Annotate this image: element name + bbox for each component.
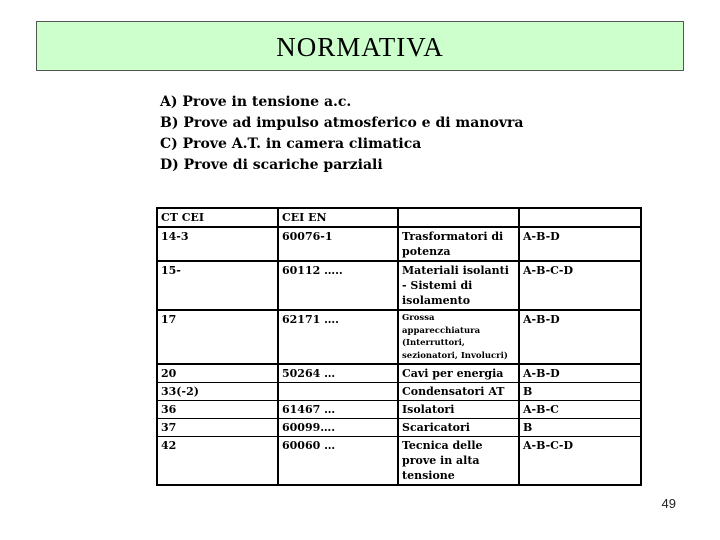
cell-cei-en: 61467 …: [278, 401, 398, 419]
cell-description: Materiali isolanti - Sistemi di isolamento: [398, 261, 519, 310]
page-number: 49: [661, 496, 676, 511]
cell-description: Cavi per energia: [398, 364, 519, 383]
cell-description: Grossa apparecchiatura (Interruttori, sezionatori, Involucri): [398, 310, 519, 364]
test-type-item: B) Prove ad impulso atmosferico e di manovra: [160, 115, 524, 131]
table-row: [157, 419, 641, 437]
test-type-list: [160, 92, 523, 176]
cell-ct-cei: 14-3: [157, 227, 278, 261]
cell-cei-en: 60076-1: [278, 227, 398, 261]
table-row: [157, 227, 641, 261]
cell-ct-cei: 42: [157, 437, 278, 486]
table-row: [157, 310, 641, 364]
header-description: [398, 208, 519, 227]
table-header-row: [157, 208, 641, 227]
header-cei-en: CEI EN: [278, 208, 398, 227]
cell-description: Trasformatori di potenza: [398, 227, 519, 261]
cell-ct-cei: 17: [157, 310, 278, 364]
cell-tests: A-B-C-D: [519, 261, 641, 310]
cell-ct-cei: 20: [157, 364, 278, 383]
cell-description: Isolatori: [398, 401, 519, 419]
cell-tests: A-B-C-D: [519, 437, 641, 486]
cell-tests: A-B-D: [519, 310, 641, 364]
cell-ct-cei: 37: [157, 419, 278, 437]
table-row: [157, 383, 641, 401]
slide-title: NORMATIVA: [276, 32, 444, 62]
header-ct-cei: CT CEI: [157, 208, 278, 227]
cell-ct-cei: 33(-2): [157, 383, 278, 401]
test-type-item: D) Prove di scariche parziali: [160, 157, 383, 173]
cell-ct-cei: 15-: [157, 261, 278, 310]
cell-ct-cei: 36: [157, 401, 278, 419]
cell-cei-en: 60112 …..: [278, 261, 398, 310]
standards-table: [156, 207, 642, 486]
cell-description: Scaricatori: [398, 419, 519, 437]
cell-tests: B: [519, 419, 641, 437]
header-tests: [519, 208, 641, 227]
cell-tests: A-B-D: [519, 227, 641, 261]
table-row: [157, 437, 641, 486]
cell-cei-en: 50264 …: [278, 364, 398, 383]
cell-tests: A-B-C: [519, 401, 641, 419]
cell-cei-en: 60099….: [278, 419, 398, 437]
cell-cei-en: 60060 …: [278, 437, 398, 486]
cell-cei-en: [278, 383, 398, 401]
test-type-item: A) Prove in tensione a.c.: [160, 94, 352, 110]
cell-tests: B: [519, 383, 641, 401]
test-type-item: C) Prove A.T. in camera climatica: [160, 136, 422, 152]
slide-title-box: [36, 21, 684, 71]
table-row: [157, 364, 641, 383]
cell-cei-en: 62171 ….: [278, 310, 398, 364]
cell-description: Tecnica delle prove in alta tensione: [398, 437, 519, 486]
cell-description: Condensatori AT: [398, 383, 519, 401]
cell-tests: A-B-D: [519, 364, 641, 383]
table-row: [157, 261, 641, 310]
table-row: [157, 401, 641, 419]
